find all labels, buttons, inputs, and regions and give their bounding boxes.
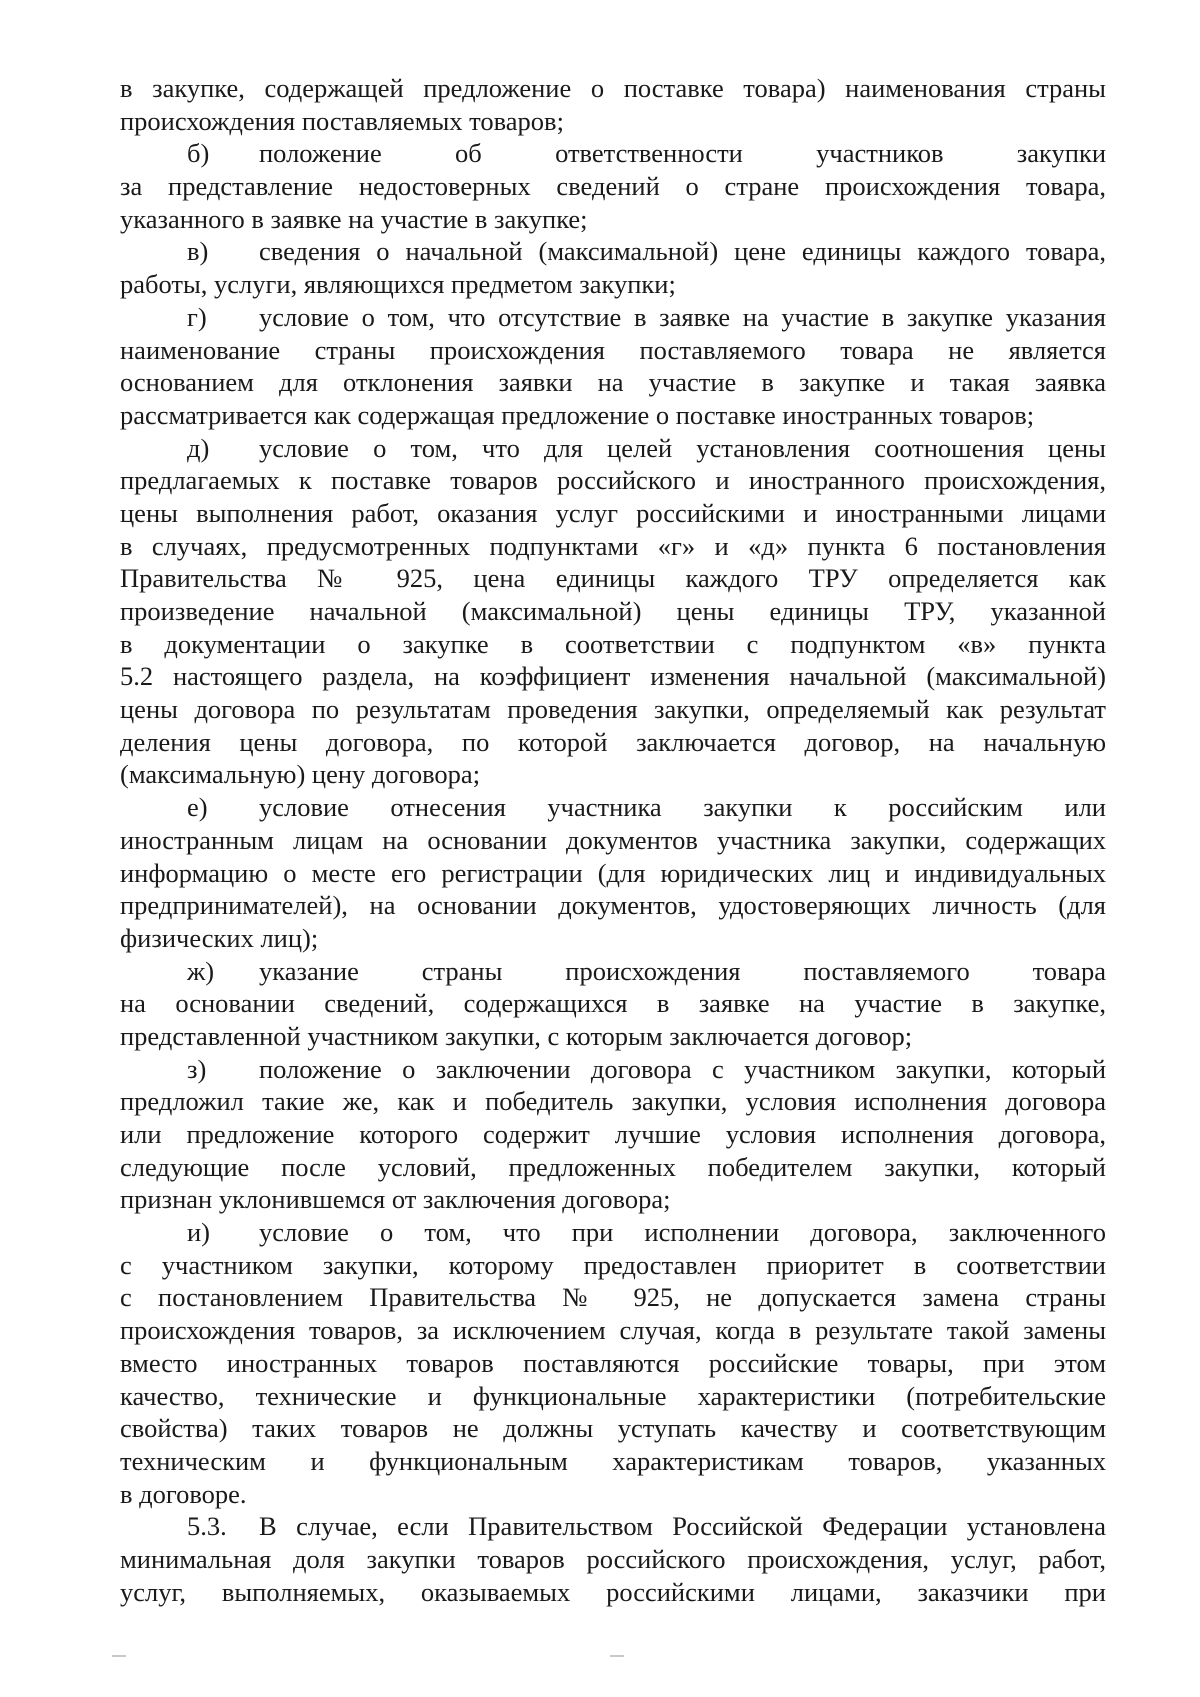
line-text: услуг, выполняемых, оказываемых российскими лицами, заказчики при: [120, 1576, 1106, 1607]
line-text: наименование страны происхождения поставляемого товара не является: [120, 334, 1106, 365]
list-item-start-line: [120, 955, 1106, 988]
line-text: условие отнесения участника закупки к российским или: [259, 792, 1106, 823]
text-line: [120, 857, 1106, 890]
line-text: с участником закупки, которому предоставлен приоритет в соответствии: [120, 1249, 1106, 1280]
list-item-start-line: [120, 301, 1106, 334]
text-line: [120, 1445, 1106, 1478]
line-text: с постановлением Правительства № 925, не допускается замена страны: [120, 1282, 1106, 1313]
line-text: Правительства № 925, цена единицы каждого ТРУ определяется как: [120, 563, 1106, 594]
line-text: информацию о месте его регистрации (для юридических лиц и индивидуальных: [120, 857, 1106, 888]
text-line: [120, 660, 1106, 693]
line-text: за представление недостоверных сведений о стране происхождения товара,: [120, 171, 1106, 202]
scan-speck-center: [610, 1655, 624, 1657]
list-item-start-line: [120, 235, 1106, 268]
line-text: качество, технические и функциональные характеристики (потребительские: [120, 1380, 1106, 1411]
line-text: в договоре.: [120, 1478, 247, 1509]
text-line: [120, 824, 1106, 857]
text-line: [120, 203, 1106, 236]
line-text: техническим и функциональным характеристикам товаров, указанных: [120, 1445, 1106, 1476]
line-text: цены выполнения работ, оказания услуг российскими и иностранными лицами: [120, 497, 1106, 528]
line-text: указание страны происхождения поставляемого товара: [259, 955, 1106, 986]
list-marker: д): [187, 432, 210, 463]
line-text: или предложение которого содержит лучшие условия исполнения договора,: [120, 1119, 1106, 1149]
list-item-start-line: [120, 791, 1106, 824]
text-line: [120, 268, 1106, 301]
text-line: [120, 1478, 1106, 1511]
scan-speck-left: [112, 1655, 126, 1657]
text-line: [120, 889, 1106, 922]
list-marker: ж): [187, 955, 215, 986]
text-line: [120, 72, 1106, 105]
line-text: на основании сведений, содержащихся в заявке на участие в закупке,: [120, 988, 1106, 1019]
text-line: [120, 530, 1106, 563]
text-line: [120, 1151, 1106, 1184]
line-text: предлагаемых к поставке товаров российского и иностранного происхождения,: [120, 465, 1106, 496]
line-text: работы, услуги, являющихся предметом закупки;: [120, 269, 676, 300]
text-line: [120, 1543, 1106, 1576]
line-text: происхождения товаров, за исключением случая, когда в результате такой замены: [120, 1315, 1106, 1346]
line-text: в документации о закупке в соответствии с подпунктом «в» пункта: [120, 628, 1106, 659]
line-text: следующие после условий, предложенных победителем закупки, который: [120, 1151, 1106, 1182]
text-line: [120, 497, 1106, 530]
line-text: цены договора по результатам проведения закупки, определяемый как результат: [120, 694, 1106, 725]
list-marker: 5.3.: [187, 1511, 227, 1542]
line-text: произведение начальной (максимальной) цены единицы ТРУ, указанной: [120, 596, 1106, 626]
line-text: условие о том, что отсутствие в заявке на участие в закупке указания: [259, 301, 1106, 332]
line-text: в случаях, предусмотренных подпунктами «г» и «д» пункта 6 постановления: [120, 530, 1106, 561]
list-item-start-line: [120, 1053, 1106, 1086]
text-line: [120, 399, 1106, 432]
line-text: иностранным лицам на основании документов участника закупки, содержащих: [120, 824, 1106, 855]
text-line: [120, 1085, 1106, 1118]
line-text: происхождения поставляемых товаров;: [120, 105, 564, 136]
text-line: [120, 1118, 1106, 1151]
list-marker: з): [187, 1053, 207, 1084]
line-text: указанного в заявке на участие в закупке;: [120, 203, 588, 234]
line-text: сведения о начальной (максимальной) цене единицы каждого товара,: [259, 236, 1106, 267]
list-item-start-line: [120, 1510, 1106, 1543]
text-line: [120, 1020, 1106, 1053]
line-text: (максимальную) цену договора;: [120, 759, 481, 790]
text-line: [120, 628, 1106, 661]
list-item-start-line: [120, 432, 1106, 465]
text-line: [120, 693, 1106, 726]
line-text: свойства) таких товаров не должны уступать качеству и соответствующим: [120, 1413, 1106, 1444]
list-marker: е): [187, 792, 208, 823]
text-line: [120, 987, 1106, 1020]
text-line: [120, 1412, 1106, 1445]
text-line: [120, 170, 1106, 203]
line-text: 5.2 настоящего раздела, на коэффициент изменения начальной (максимальной): [120, 661, 1106, 692]
text-line: [120, 1183, 1106, 1216]
line-text: положение об ответственности участников закупки: [259, 138, 1106, 169]
text-line: [120, 726, 1106, 759]
text-line: [120, 1281, 1106, 1314]
text-line: [120, 758, 1106, 791]
line-text: основанием для отклонения заявки на участие в закупке и такая заявка: [120, 367, 1106, 398]
text-line: [120, 366, 1106, 399]
document-body: [120, 72, 1106, 1608]
line-text: В случае, если Правительством Российской Федерации установлена: [259, 1511, 1106, 1542]
line-text: представленной участником закупки, с которым заключается договор;: [120, 1020, 913, 1051]
line-text: физических лиц);: [120, 922, 319, 953]
line-text: признан уклонившемся от заключения договора;: [120, 1184, 671, 1215]
line-text: деления цены договора, по которой заключается договор, на начальную: [120, 726, 1106, 757]
text-line: [120, 105, 1106, 138]
text-line: [120, 1380, 1106, 1413]
text-line: [120, 1249, 1106, 1282]
line-text: условие о том, что для целей установления соотношения цены: [259, 432, 1106, 463]
line-text: минимальная доля закупки товаров российского происхождения, услуг, работ,: [120, 1543, 1106, 1574]
list-item-start-line: [120, 1216, 1106, 1249]
text-line: [120, 334, 1106, 367]
line-text: предложил такие же, как и победитель закупки, условия исполнения договора: [120, 1086, 1106, 1117]
line-text: предпринимателей), на основании документов, удостоверяющих личность (для: [120, 890, 1106, 921]
line-text: условие о том, что при исполнении договора, заключенного: [259, 1217, 1106, 1248]
list-marker: г): [187, 301, 207, 332]
list-marker: и): [187, 1217, 211, 1248]
text-line: [120, 562, 1106, 595]
text-line: [120, 922, 1106, 955]
line-text: вместо иностранных товаров поставляются российские товары, при этом: [120, 1347, 1106, 1378]
text-line: [120, 1314, 1106, 1347]
line-text: в закупке, содержащей предложение о поставке товара) наименования страны: [120, 73, 1106, 103]
list-marker: в): [187, 236, 209, 267]
list-item-start-line: [120, 137, 1106, 170]
text-line: [120, 595, 1106, 628]
line-text: положение о заключении договора с участником закупки, который: [259, 1053, 1106, 1084]
text-line: [120, 464, 1106, 497]
text-line: [120, 1576, 1106, 1609]
list-marker: б): [187, 138, 210, 169]
text-line: [120, 1347, 1106, 1380]
line-text: рассматривается как содержащая предложение о поставке иностранных товаров;: [120, 399, 1035, 430]
